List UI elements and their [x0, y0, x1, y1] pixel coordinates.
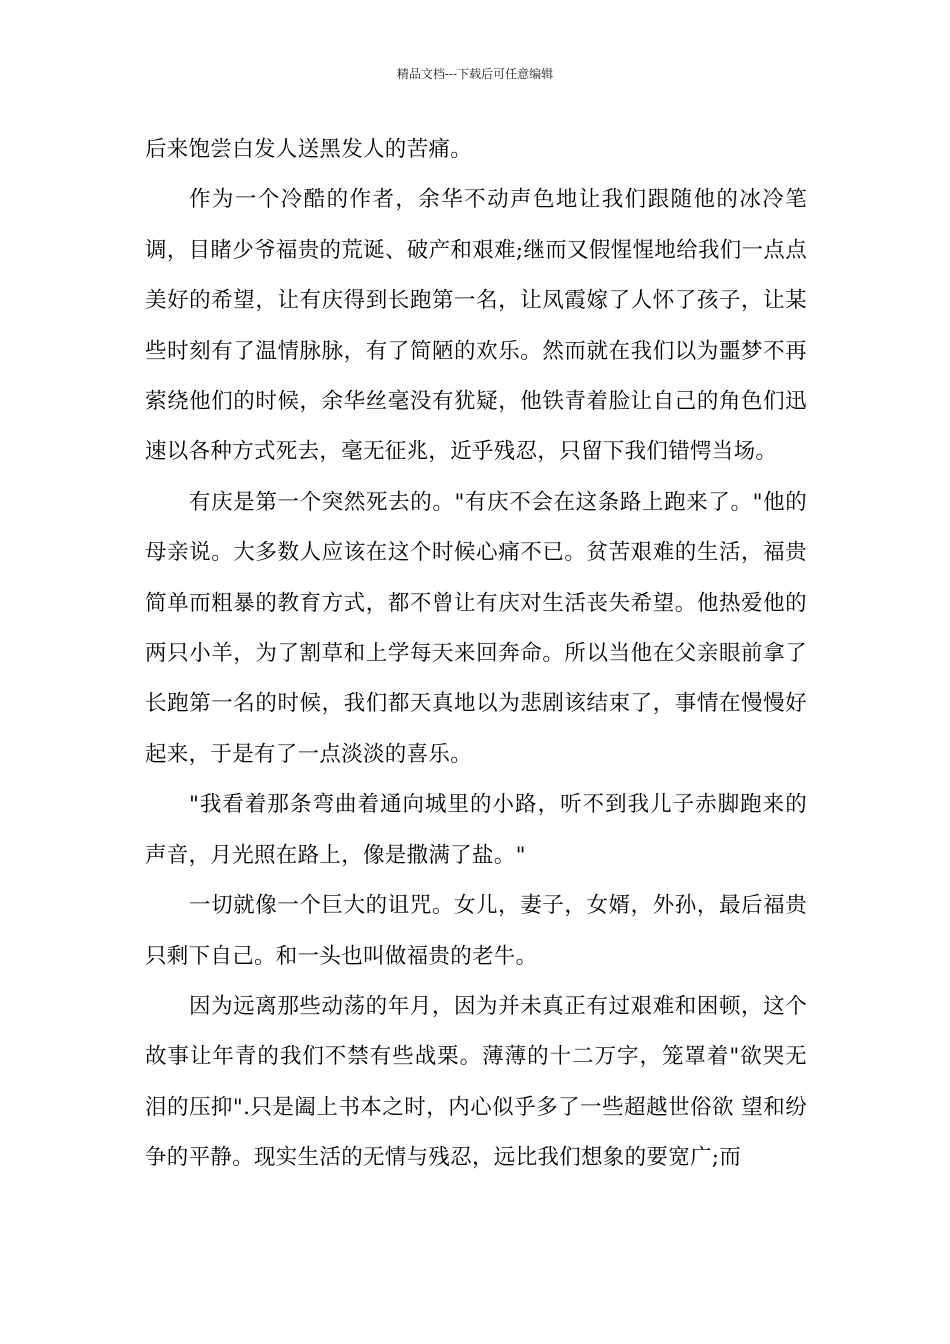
paragraph: 后来饱尝白发人送黑发人的苦痛。	[145, 137, 473, 162]
paragraph: "我看着那条弯曲着通向城里的小路，听不到我儿子赤脚跑来的声音，月光照在路上，像是撒满了盐。"	[145, 792, 807, 868]
page-header: 精品文档---下载后可任意编辑	[396, 67, 554, 81]
paragraph: 有庆是第一个突然死去的。"有庆不会在这条路上跑来了。"他的母亲说。大多数人应该在这个时候心痛不已。贫苦艰难的生活，福贵简单而粗暴的教育方式，都不曾让有庆对生活丧失希望。他热爱他的两只小羊，为了割草和上学每天来回奔命。所以当他在父亲眼前拿了长跑第一名的时候，我们都天真地以为悲剧该结束了，事情在慢慢好起来，于是有了一点淡淡的喜乐。	[145, 489, 807, 767]
paragraph: 一切就像一个巨大的诅咒。女儿，妻子，女婿，外孙，最后福贵只剩下自己。和一头也叫做福贵的老牛。	[145, 893, 807, 969]
paragraph: 作为一个冷酷的作者，余华不动声色地让我们跟随他的冰冷笔调，目睹少爷福贵的荒诞、破产和艰难;继而又假惺惺地给我们一点点美好的希望，让有庆得到长跑第一名，让凤霞嫁了人怀了孩子，让某些时刻有了温情脉脉，有了简陋的欢乐。然而就在我们以为噩梦不再萦绕他们的时候，余华丝毫没有犹疑，他铁青着脸让自己的角色们迅速以各种方式死去，毫无征兆，近乎残忍，只留下我们错愕当场。	[145, 187, 807, 465]
document-body	[145, 125, 807, 1184]
paragraph: 因为远离那些动荡的年月，因为并未真正有过艰难和困顿，这个故事让年青的我们不禁有些战栗。薄薄的十二万字，笼罩着"欲哭无泪的压抑".只是阖上书本之时，内心似乎多了一些超越世俗欲 望和纷争的平静。现实生活的无情与残忍，远比我们想象的要宽广;而	[145, 993, 807, 1171]
